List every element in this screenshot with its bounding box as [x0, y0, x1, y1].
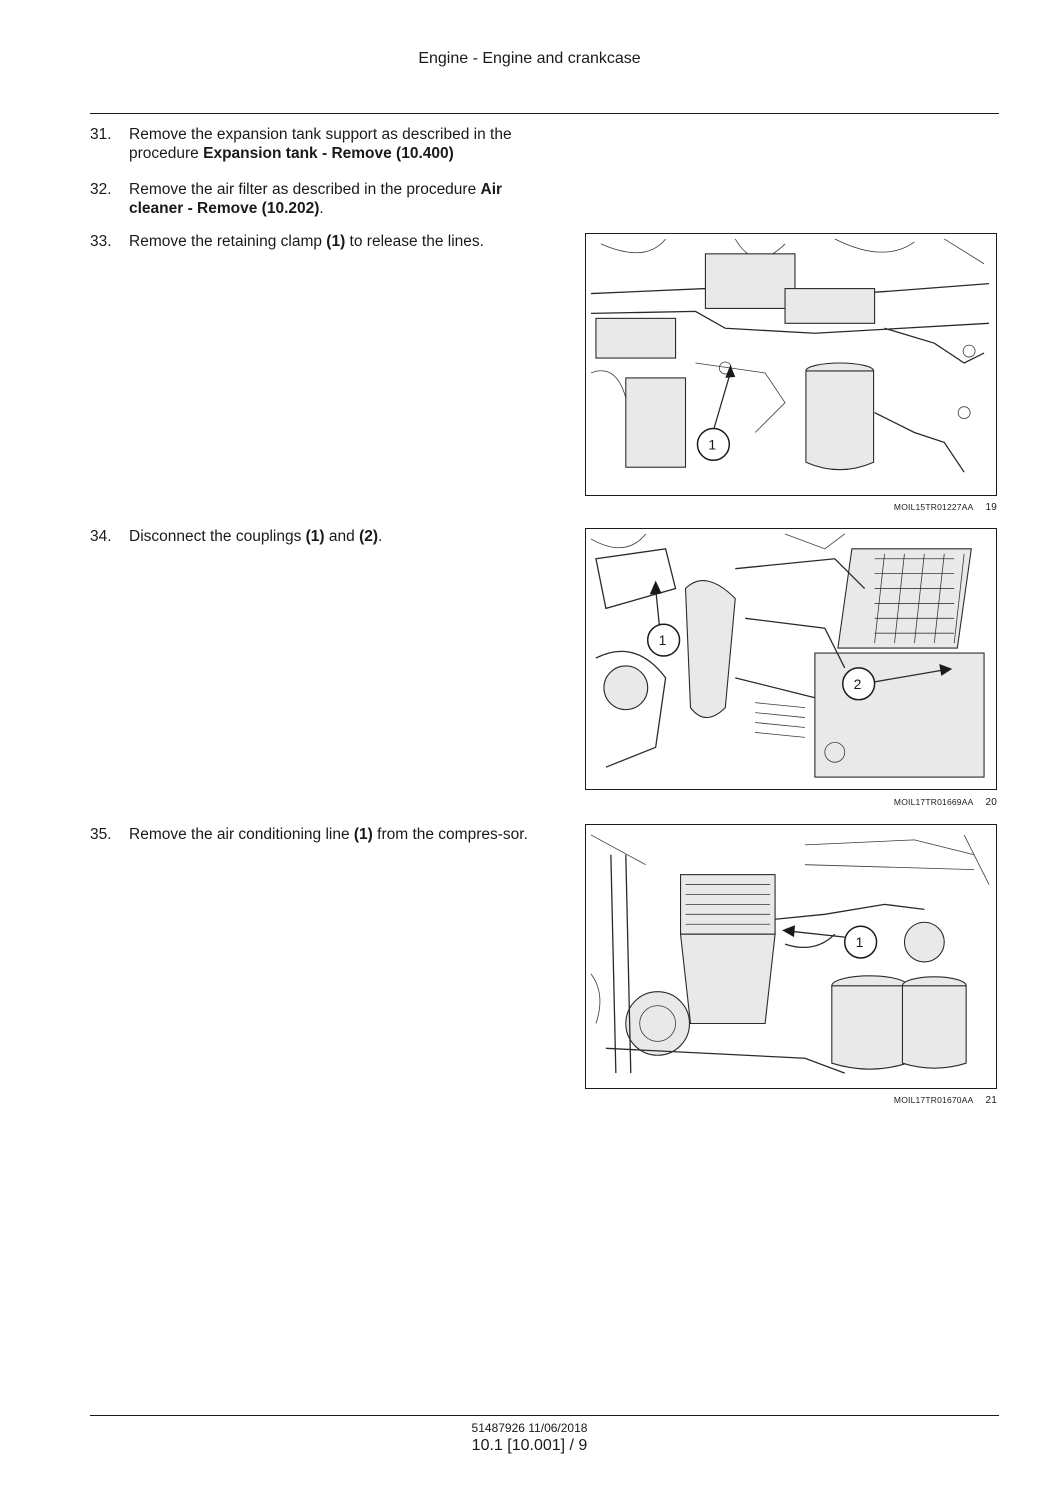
figure-number: 20 [985, 797, 997, 808]
svg-text:2: 2 [853, 675, 862, 692]
footer-document-id: 51487926 11/06/2018 [471, 1421, 588, 1435]
step-text: Remove the air conditioning line (1) from the compres-sor. [129, 826, 528, 843]
page-header-title: Engine - Engine and crankcase [418, 50, 641, 67]
step-text: Remove the air filter as described in the procedure Air cleaner - Remove (10.202). [129, 181, 503, 217]
step-text: Remove the retaining clamp (1) to release the lines. [129, 233, 484, 250]
step-number: 33. [90, 233, 112, 250]
svg-text:1: 1 [658, 632, 667, 649]
figure-21-illustration [585, 824, 997, 1089]
procedure-reference: Expansion tank - Remove (10.400) [203, 145, 454, 162]
figure-19-caption [585, 502, 997, 513]
svg-text:1: 1 [855, 934, 864, 951]
step-number: 34. [90, 528, 112, 545]
figure-code: MOIL17TR01669AA [893, 797, 974, 807]
figure-number: 19 [985, 502, 997, 513]
footer-page-number: 10.1 [10.001] / 9 [471, 1437, 588, 1454]
figure-code: MOIL17TR01670AA [893, 1095, 974, 1105]
procedure-reference: Air cleaner - Remove (10.202) [129, 181, 503, 217]
footer-divider [90, 1415, 999, 1416]
step-number: 32. [90, 181, 112, 198]
figure-code: MOIL15TR01227AA [893, 502, 974, 512]
step-number: 31. [90, 126, 112, 143]
figure-19-illustration [585, 233, 997, 496]
figure-21-caption [585, 1095, 997, 1106]
figure-20-caption [585, 797, 997, 808]
figure-number: 21 [985, 1095, 997, 1106]
callout-1 [697, 429, 729, 461]
figure-20-illustration [585, 528, 997, 790]
step-number: 35. [90, 826, 112, 843]
step-text: Disconnect the couplings (1) and (2). [129, 528, 383, 545]
callout-2 [843, 668, 875, 700]
step-text: Remove the expansion tank support as described in the procedure Expansion tank - Remove (10.400) [129, 126, 512, 162]
callout-1 [845, 926, 877, 958]
svg-text:1: 1 [708, 436, 717, 453]
callout-1 [648, 624, 680, 656]
header-divider [90, 113, 999, 114]
